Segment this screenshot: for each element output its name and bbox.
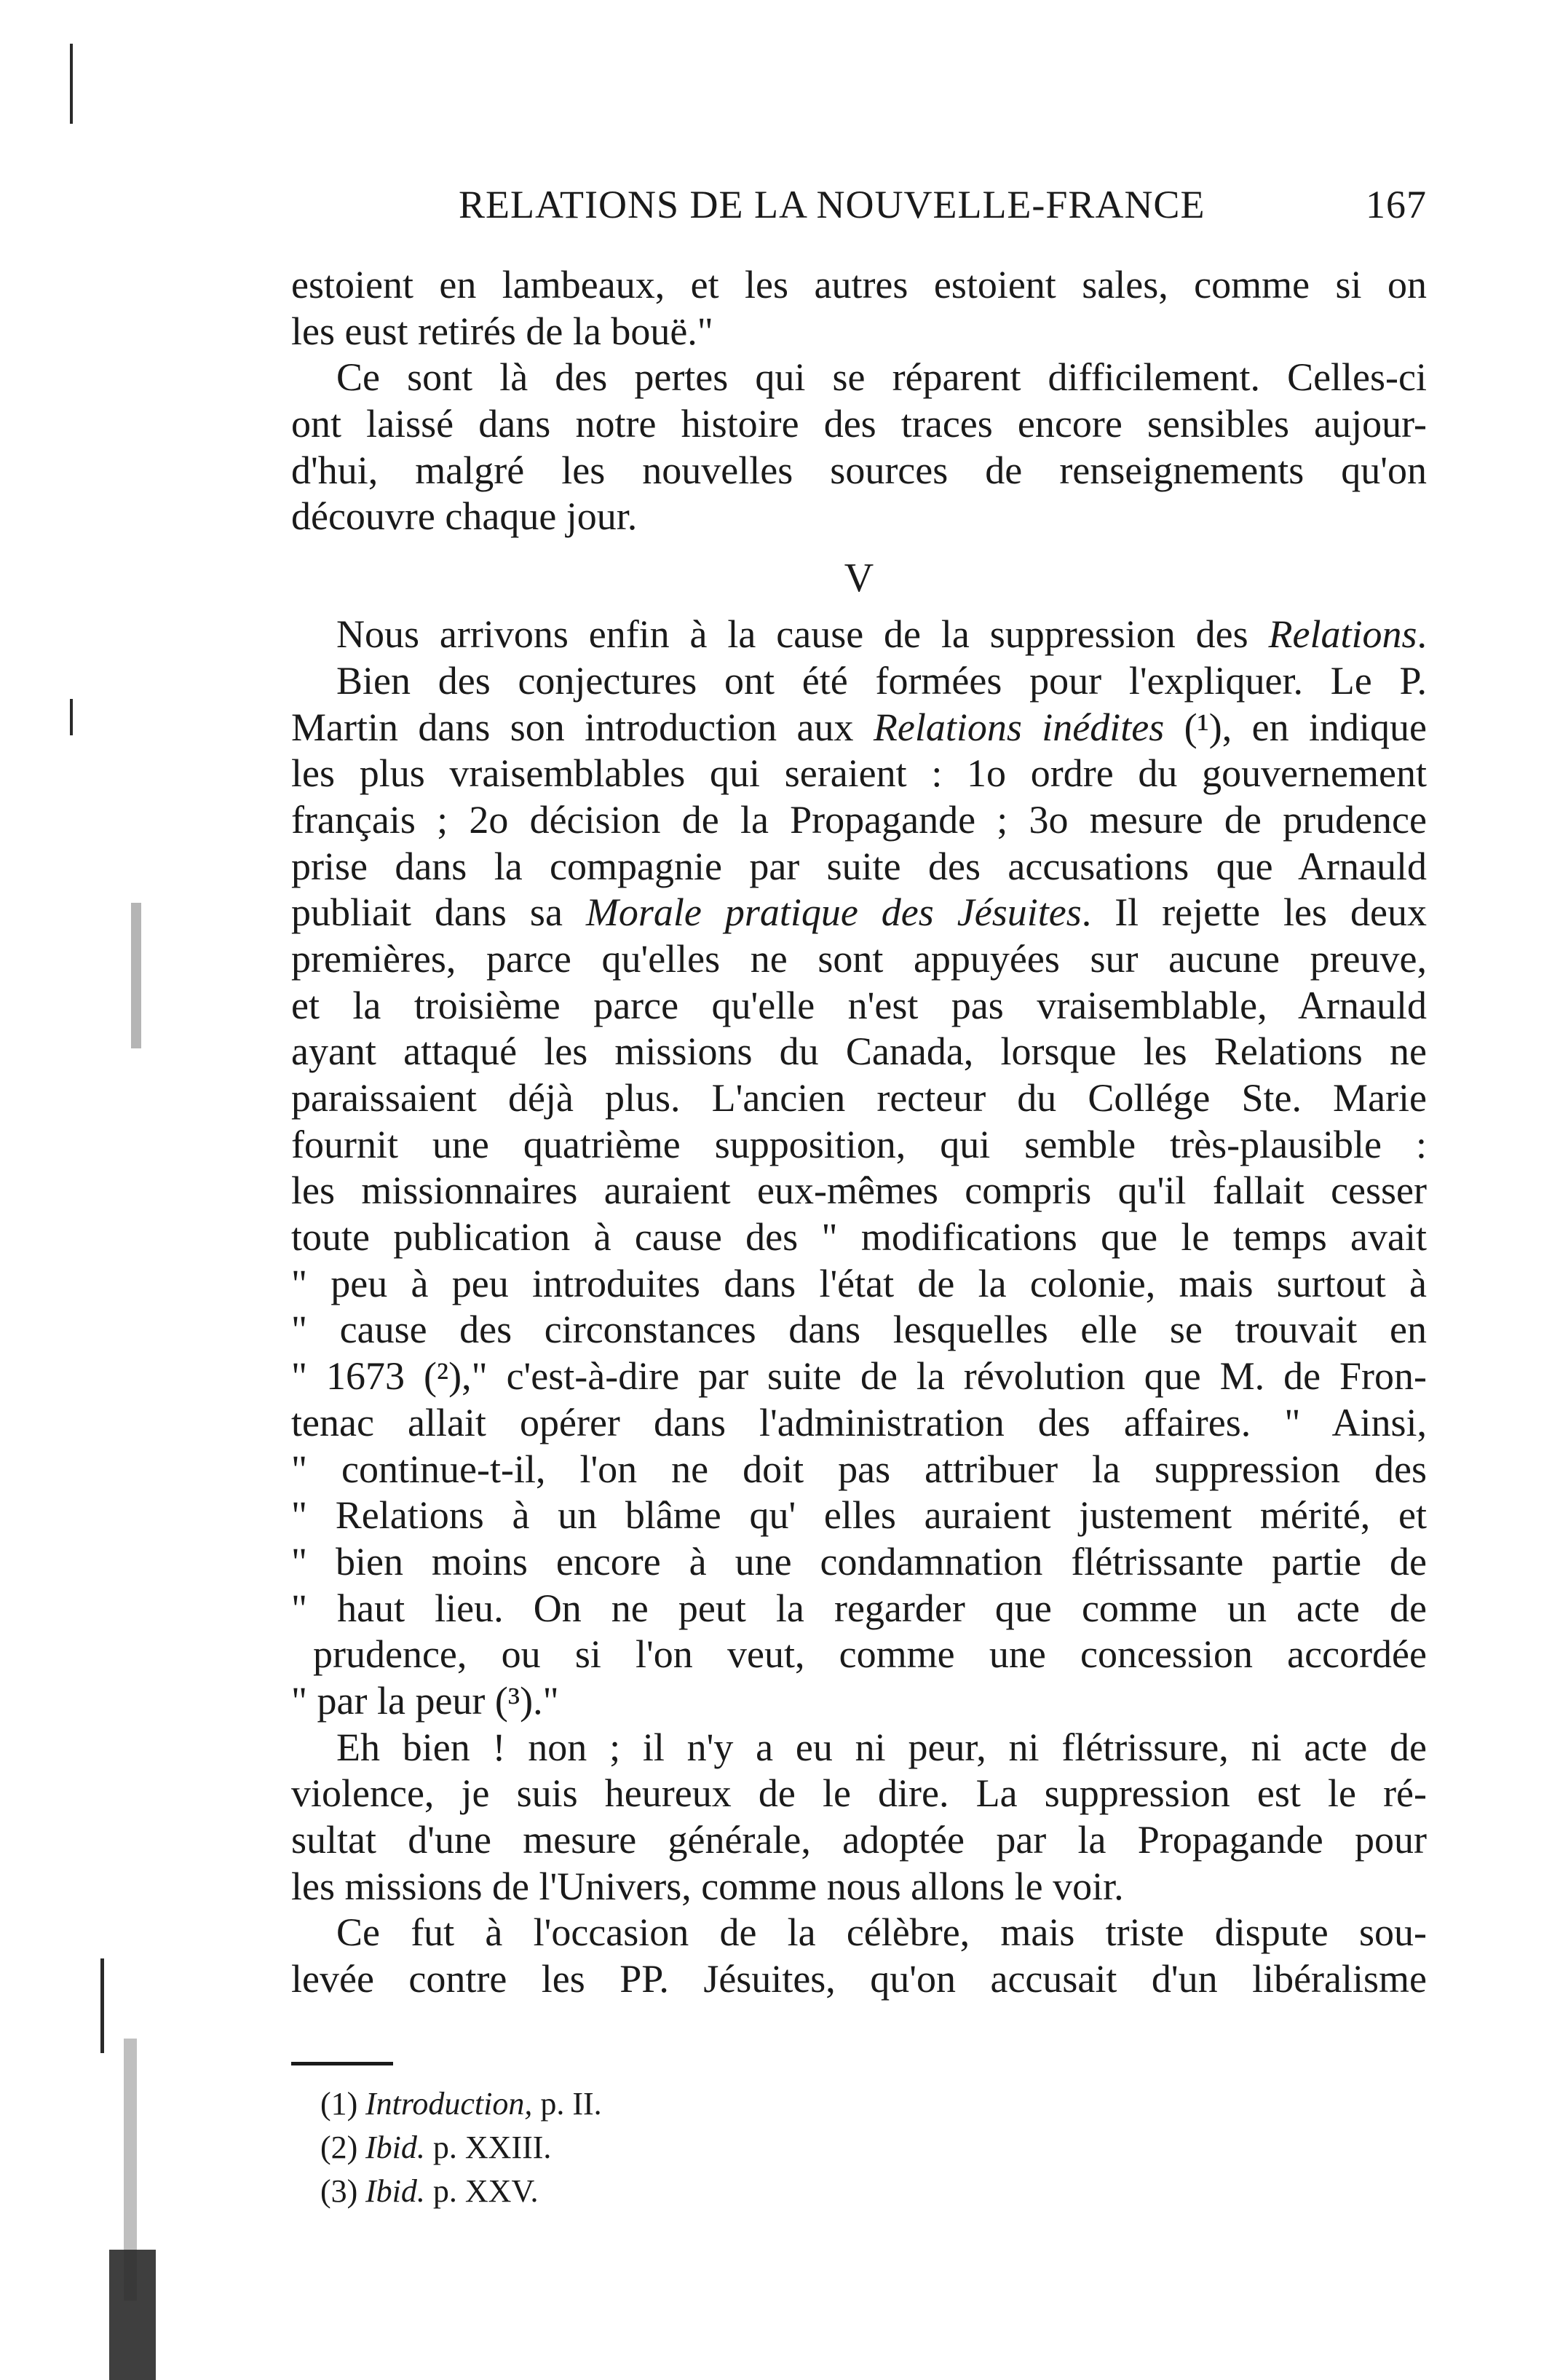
text-line: premières, parce qu'elles ne sont appuyées sur aucune preuve,: [291, 936, 1427, 981]
text-line: ayant attaqué les missions du Canada, lorsque les Relations ne: [291, 1029, 1427, 1074]
footnote-reference: Ibid.: [365, 2173, 425, 2209]
text-line: les eust retirés de la bouë.": [291, 309, 713, 353]
text-line: " Relations à un blâme qu' elles auraient justement mérité, et: [291, 1493, 1427, 1538]
footnote-number: (2): [320, 2130, 358, 2165]
footnote: [320, 2126, 975, 2170]
scan-edge-mark: [70, 699, 73, 735]
text-line: prudence, ou si l'on veut, comme une concession accordée: [313, 1632, 1427, 1677]
footnote-page: p. XXV.: [424, 2173, 539, 2209]
text-line: " peu à peu introduites dans l'état de la colonie, mais surtout à: [291, 1261, 1427, 1305]
text-line: tenac allait opérer dans l'administration des affaires. " Ainsi,: [291, 1400, 1427, 1444]
footnote: [320, 2170, 975, 2213]
text-line: " 1673 (²)," c'est-à-dire par suite de la révolution que M. de Fron-: [291, 1354, 1427, 1399]
text-line: publiait dans sa Morale pratique des Jésuites. Il rejette les deux: [291, 890, 1427, 935]
text-line: " bien moins encore à une condamnation flétrissante partie de: [291, 1539, 1427, 1584]
italic-title: Relations: [1268, 612, 1417, 657]
running-title: RELATIONS DE LA NOUVELLE-FRANCE: [459, 183, 1205, 226]
text-line: violence, je suis heureux de le dire. La suppression est le ré-: [291, 1771, 1427, 1816]
page-number: 167: [1366, 183, 1427, 226]
footnote: [320, 2082, 975, 2126]
text-line: et la troisième parce qu'elle n'est pas vraisemblable, Arnauld: [291, 983, 1427, 1027]
text-line: fournit une quatrième supposition, qui semble très-plausible :: [291, 1122, 1427, 1166]
footnote-divider: [291, 2062, 393, 2065]
text-line: Eh bien ! non ; il n'y a eu ni peur, ni flétrissure, ni acte de: [336, 1725, 1427, 1769]
text-line: découvre chaque jour.: [291, 494, 638, 539]
section-heading: V: [844, 556, 874, 601]
text-line: levée contre les PP. Jésuites, qu'on accusait d'un libéralisme: [291, 1957, 1427, 2001]
italic-title: Morale pratique des Jésuites: [585, 890, 1082, 935]
italic-title: Relations inédites: [873, 705, 1165, 749]
text-line: les missionnaires auraient eux-mêmes compris qu'il fallait cesser: [291, 1169, 1427, 1213]
text-line: Martin dans son introduction aux Relations inédites (¹), en indique: [291, 705, 1427, 749]
text-line: Bien des conjectures ont été formées pour l'expliquer. Le P.: [336, 658, 1427, 703]
footnote-reference: Ibid.: [365, 2130, 425, 2165]
footnote-page: p. II.: [532, 2086, 602, 2122]
text-line: les plus vraisemblables qui seraient : 1o ordre du gouvernement: [291, 751, 1427, 796]
text-line: d'hui, malgré les nouvelles sources de renseignements qu'on: [291, 448, 1427, 492]
text-line: " cause des circonstances dans lesquelles elle se trouvait en: [291, 1308, 1427, 1352]
scan-edge-mark: [100, 1958, 104, 2053]
text-line: Ce sont là des pertes qui se réparent difficilement. Celles-ci: [336, 355, 1427, 400]
footnote-number: (3): [320, 2173, 358, 2209]
footnotes: [320, 2082, 975, 2213]
scan-edge-mark: [131, 903, 141, 1048]
scan-edge-mark: [70, 44, 73, 124]
text-line: " par la peur (³).": [291, 1678, 559, 1723]
scan-edge-mark: [109, 2250, 156, 2380]
text-line: les missions de l'Univers, comme nous allons le voir.: [291, 1864, 1124, 1908]
footnote-page: p. XXIII.: [424, 2130, 552, 2165]
text-line: Ce fut à l'occasion de la célèbre, mais triste dispute sou-: [336, 1910, 1427, 1955]
text-line: " haut lieu. On ne peut la regarder que comme un acte de: [291, 1586, 1427, 1630]
body-text: [291, 262, 1427, 2003]
text-line: estoient en lambeaux, et les autres estoient sales, comme si on: [291, 263, 1427, 307]
text-line: ont laissé dans notre histoire des traces encore sensibles aujour-: [291, 402, 1427, 446]
text-line: français ; 2o décision de la Propagande ; 3o mesure de prudence: [291, 797, 1427, 842]
text-line: prise dans la compagnie par suite des accusations que Arnauld: [291, 844, 1427, 888]
text-line: paraissaient déjà plus. L'ancien recteur du Collége Ste. Marie: [291, 1076, 1427, 1120]
running-header: [459, 182, 1427, 233]
text-line: Nous arrivons enfin à la cause de la suppression des Relations.: [336, 612, 1427, 657]
text-line: " continue-t-il, l'on ne doit pas attribuer la suppression des: [291, 1447, 1427, 1491]
text-line: sultat d'une mesure générale, adoptée par la Propagande pour: [291, 1818, 1427, 1862]
footnote-reference: Introduction,: [365, 2086, 533, 2122]
footnote-number: (1): [320, 2086, 358, 2122]
text-line: toute publication à cause des " modifications que le temps avait: [291, 1215, 1427, 1260]
